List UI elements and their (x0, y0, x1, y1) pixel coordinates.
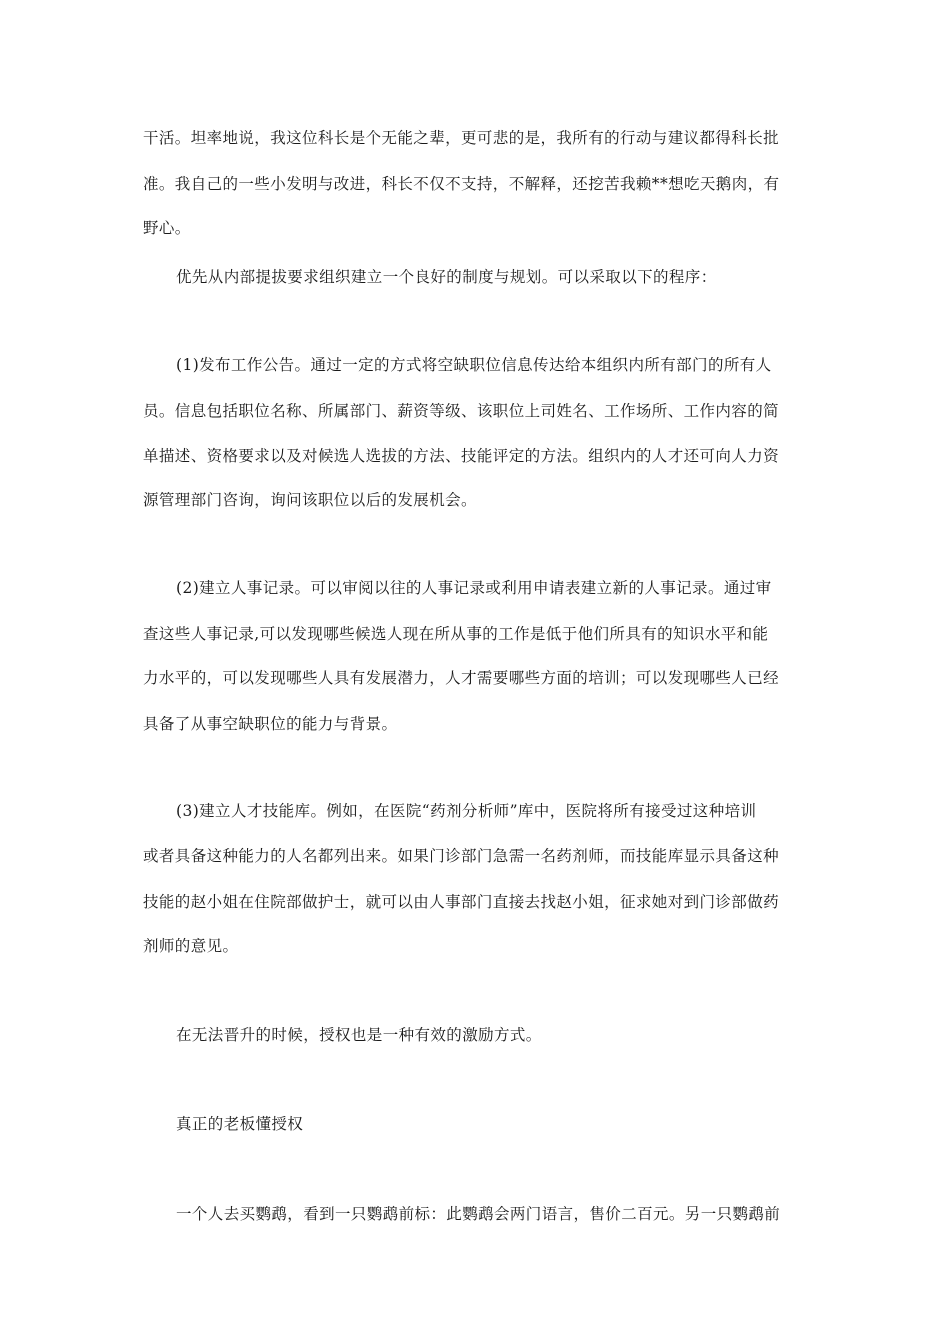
paragraph-line: 野心。 (143, 219, 191, 237)
paragraph-line: 力水平的，可以发现哪些人具有发展潜力，人才需要哪些方面的培训；可以发现哪些人已经 (143, 669, 780, 687)
paragraph-line: 具备了从事空缺职位的能力与背景。 (143, 715, 398, 733)
paragraph-line: 剂师的意见。 (143, 937, 239, 955)
paragraph-line: 干活。坦率地说，我这位科长是个无能之辈，更可悲的是，我所有的行动与建议都得科长批 (143, 129, 780, 147)
paragraph-line: 一个人去买鹦鹉，看到一只鹦鹉前标：此鹦鹉会两门语言，售价二百元。另一只鹦鹉前 (176, 1205, 781, 1223)
paragraph-line: 在无法晋升的时候，授权也是一种有效的激励方式。 (176, 1026, 542, 1044)
paragraph-line: (1)发布工作公告。通过一定的方式将空缺职位信息传达给本组织内所有部门的所有人 (176, 356, 772, 374)
section-heading: 真正的老板懂授权 (176, 1115, 304, 1133)
paragraph-line: 优先从内部提拔要求组织建立一个良好的制度与规划。可以采取以下的程序： (176, 268, 717, 286)
paragraph-line: (2)建立人事记录。可以审阅以往的人事记录或利用申请表建立新的人事记录。通过审 (176, 579, 772, 597)
paragraph-line: 查这些人事记录,可以发现哪些候选人现在所从事的工作是低于他们所具有的知识水平和能 (143, 625, 769, 643)
paragraph-line: 技能的赵小姐在住院部做护士，就可以由人事部门直接去找赵小姐，征求她对到门诊部做药 (143, 893, 780, 911)
paragraph-line: 或者具备这种能力的人名都列出来。如果门诊部门急需一名药剂师，而技能库显示具备这种 (143, 847, 780, 865)
paragraph-line: 源管理部门咨询，询问该职位以后的发展机会。 (143, 491, 477, 509)
paragraph-line: (3)建立人才技能库。例如，在医院“药剂分析师”库中，医院将所有接受过这种培训 (176, 802, 757, 820)
paragraph-line: 员。信息包括职位名称、所属部门、薪资等级、该职位上司姓名、工作场所、工作内容的简 (143, 402, 780, 420)
paragraph-line: 准。我自己的一些小发明与改进，科长不仅不支持，不解释，还挖苦我赖**想吃天鹅肉，有 (143, 175, 780, 193)
paragraph-line: 单描述、资格要求以及对候选人选拔的方法、技能评定的方法。组织内的人才还可向人力资 (143, 447, 780, 465)
